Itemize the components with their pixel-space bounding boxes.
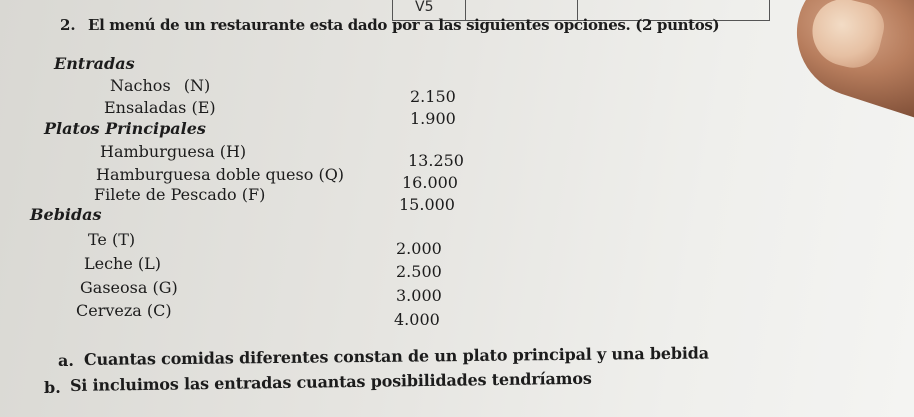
menu-item-price: 2.150 <box>410 87 456 106</box>
subquestion-text: Cuantas comidas diferentes constan de un plato principal y una bebida <box>83 343 709 369</box>
menu-item-price: 1.900 <box>410 109 456 128</box>
subquestion-label: a. <box>58 351 74 370</box>
menu-item-name: Gaseosa (G) <box>80 278 178 297</box>
menu-item-name: Ensaladas (E) <box>104 98 216 117</box>
menu-item-name: Nachos (N) <box>110 76 211 95</box>
version-code: V5 <box>415 0 434 15</box>
subquestion-text: Si incluimos las entradas cuantas posibilidades tendríamos <box>69 368 592 395</box>
section-title-entradas: Entradas <box>54 54 135 73</box>
menu-item-name: Hamburguesa doble queso (Q) <box>96 165 345 184</box>
menu-item-price: 4.000 <box>394 310 440 329</box>
menu-item-price: 2.000 <box>396 239 442 258</box>
menu-item-price: 15.000 <box>399 195 455 214</box>
menu-item-price: 2.500 <box>396 262 442 281</box>
section-title-bebidas: Bebidas <box>30 205 102 224</box>
menu-item-price: 13.250 <box>408 151 464 170</box>
question-number: 2. <box>60 16 76 34</box>
menu-item-price: 16.000 <box>402 173 458 192</box>
menu-item-name: Hamburguesa (H) <box>100 142 247 161</box>
menu-item-name: Leche (L) <box>84 254 162 273</box>
question-text: El menú de un restaurante esta dado por a las siguientes opciones. (2 puntos) <box>88 16 720 34</box>
subquestion-label: b. <box>44 378 61 397</box>
section-title-principales: Platos Principales <box>44 119 206 138</box>
menu-item-name: Filete de Pescado (F) <box>94 185 266 204</box>
menu-item-name: Cerveza (C) <box>76 301 172 320</box>
menu-item-price: 3.000 <box>396 286 442 305</box>
menu-item-name: Te (T) <box>88 230 136 249</box>
